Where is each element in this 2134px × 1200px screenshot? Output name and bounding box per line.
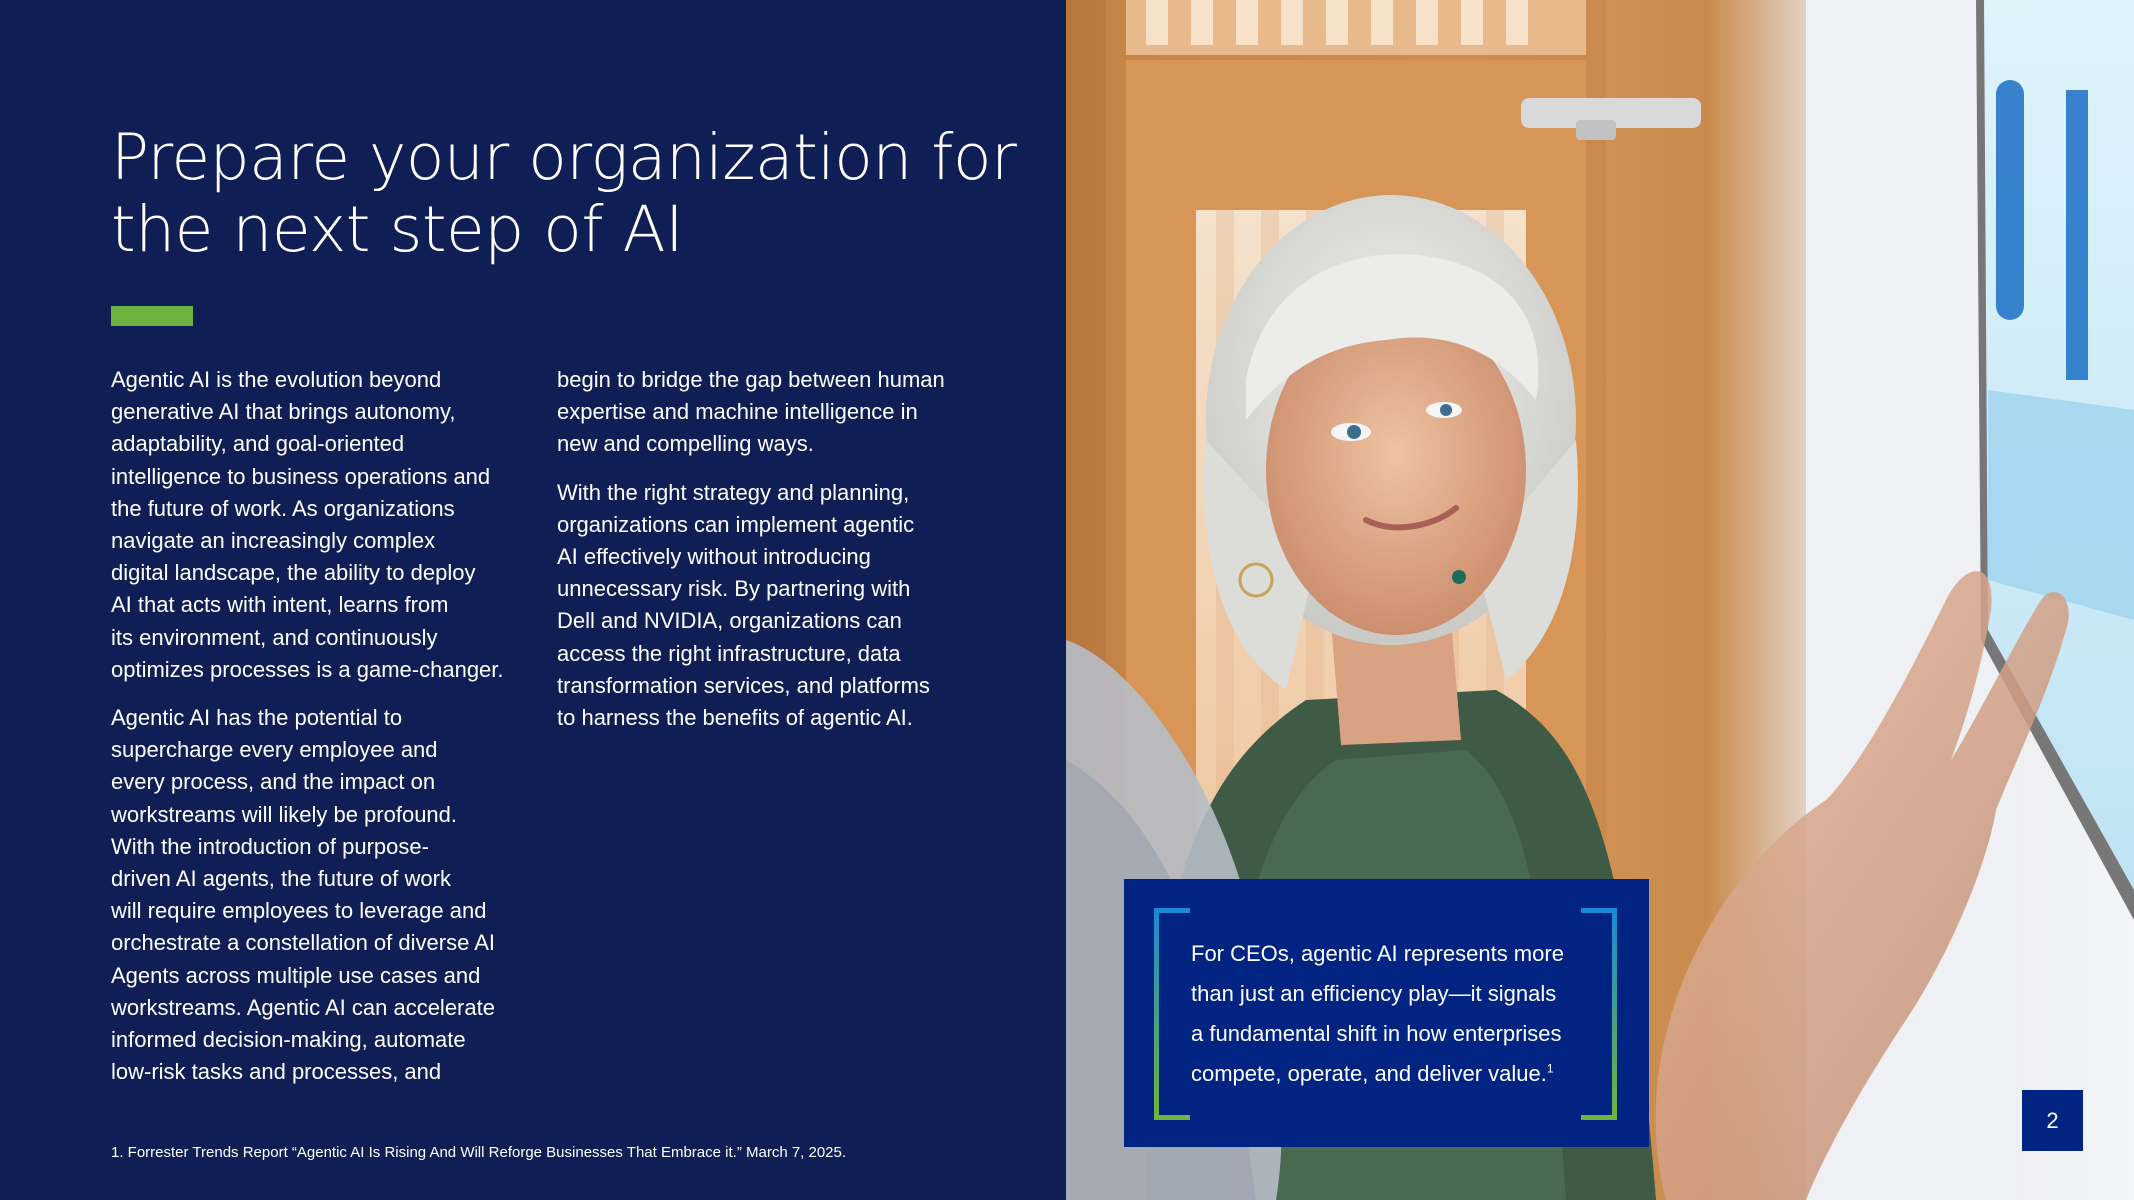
text-line: will require employees to leverage and [111, 898, 487, 924]
text-line: informed decision-making, automate [111, 1027, 466, 1053]
text-line: intelligence to business operations and [111, 463, 491, 489]
text-line: access the right infrastructure, data [557, 640, 901, 666]
text-line: expertise and machine intelligence in [557, 399, 918, 425]
text-line: organizations can implement agentic [557, 511, 915, 537]
page-title-line-2: the next step of AI [111, 193, 684, 266]
text-line: workstreams. Agentic AI can accelerate [111, 994, 495, 1020]
page-number: 2 [2022, 1090, 2083, 1151]
text-line: workstreams will likely be profound. [111, 801, 458, 827]
text-line: Agentic AI has the potential to [111, 705, 403, 731]
text-line: Dell and NVIDIA, organizations can [557, 608, 902, 634]
text-line: adaptability, and goal-oriented [111, 431, 405, 457]
text-line: navigate an increasingly complex [111, 528, 436, 554]
text-line: the future of work. As organizations [111, 495, 455, 521]
quote-line: a fundamental shift in how enterprises [1191, 1021, 1562, 1046]
footnote-reference: 1 [1546, 1061, 1554, 1076]
text-line: its environment, and continuously [111, 624, 438, 650]
text-line: Agents across multiple use cases and [111, 962, 481, 988]
text-line: Agentic AI is the evolution beyond [111, 367, 442, 392]
paragraph-1 [111, 364, 531, 686]
pull-quote [1191, 934, 1611, 1094]
text-line: supercharge every employee and [111, 737, 438, 763]
paragraph-2 [111, 702, 531, 1088]
body-column-1 [111, 364, 531, 1104]
quote-line: than just an efficiency play—it signals [1191, 981, 1557, 1006]
text-line: driven AI agents, the future of work [111, 866, 451, 892]
quote-line: For CEOs, agentic AI represents more [1191, 941, 1564, 966]
text-line: low-risk tasks and processes, and [111, 1059, 442, 1085]
text-line: unnecessary risk. By partnering with [557, 576, 911, 602]
quote-bracket-left [1154, 908, 1190, 1120]
text-line: every process, and the impact on [111, 769, 436, 795]
footnote: 1. Forrester Trends Report “Agentic AI Is Rising And Will Reforge Businesses That Embrace it.” March 7, 2025. [111, 1144, 847, 1161]
text-line: AI effectively without introducing [557, 544, 871, 570]
text-line: transformation services, and platforms [557, 672, 930, 698]
text-line: optimizes processes is a game-changer. [111, 656, 504, 682]
paragraph-4 [557, 477, 977, 735]
text-line: With the introduction of purpose- [111, 833, 429, 859]
quote-line-text: compete, operate, and deliver value. [1191, 1061, 1547, 1086]
accent-bar [111, 306, 193, 326]
page-title [111, 121, 1017, 266]
text-line: new and compelling ways. [557, 431, 814, 457]
text-line: orchestrate a constellation of diverse AI [111, 930, 495, 956]
text-line: With the right strategy and planning, [557, 479, 910, 505]
text-line: begin to bridge the gap between human [557, 367, 945, 392]
text-line: generative AI that brings autonomy, [111, 399, 456, 425]
page-title-line-1: Prepare your organization for [111, 121, 1017, 194]
paragraph-3 [557, 364, 977, 461]
body-column-2 [557, 364, 977, 750]
text-line: AI that acts with intent, learns from [111, 592, 449, 618]
text-line: to harness the benefits of agentic AI. [557, 705, 913, 731]
text-line: digital landscape, the ability to deploy [111, 560, 476, 586]
quote-line-last [1191, 1054, 1611, 1094]
